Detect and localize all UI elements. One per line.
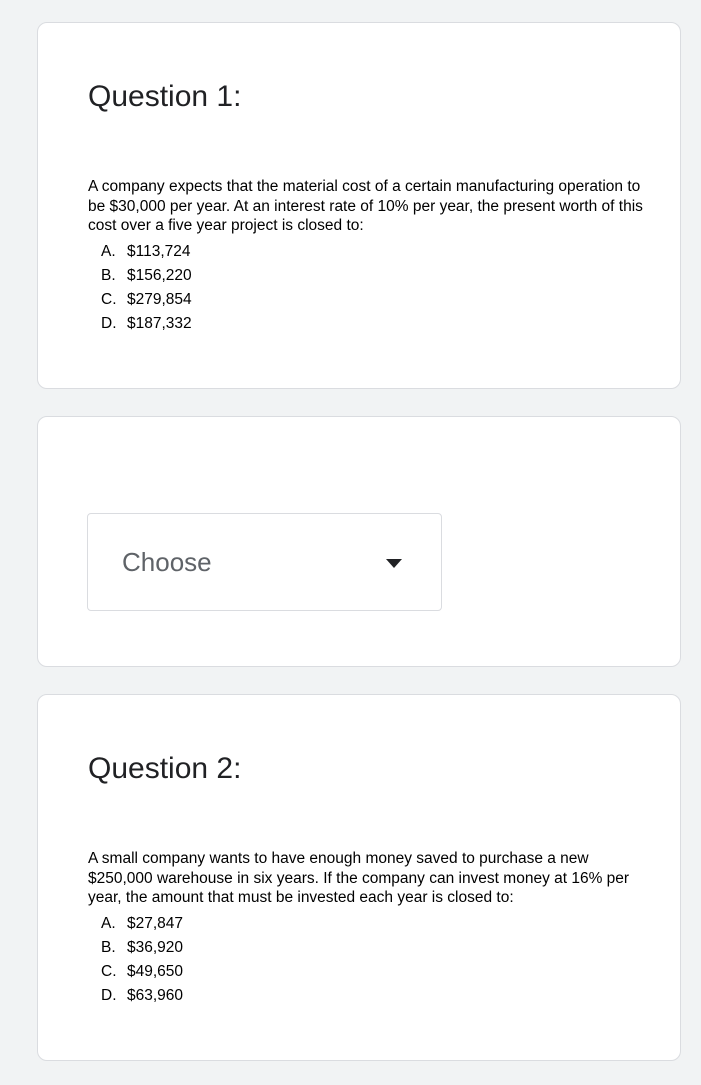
option-value: $63,960 [127, 986, 184, 1004]
question-2-option-b [101, 936, 648, 960]
question-2-options [88, 912, 648, 1008]
question-1-option-b [101, 264, 648, 288]
option-value: $27,847 [127, 914, 184, 932]
option-value: $36,920 [127, 938, 184, 956]
question-1-text: A company expects that the material cost of a certain manufacturing operation to be $30,000 per year. At an interest rate of 10% per year, the present worth of this cost over a five year project is closed to: [88, 178, 643, 234]
option-value: $113,724 [127, 242, 191, 260]
question-2-card [37, 694, 681, 1061]
question-1-option-d [101, 312, 648, 336]
option-value: $187,332 [127, 314, 192, 332]
question-2-option-d [101, 984, 648, 1008]
option-letter: B. [101, 266, 116, 284]
option-value: $279,854 [127, 290, 192, 308]
option-letter: D. [101, 986, 117, 1004]
option-letter: C. [101, 290, 117, 308]
dropdown-placeholder: Choose [122, 547, 212, 577]
question-1-body [88, 177, 648, 336]
question-1-option-c [101, 288, 648, 312]
question-2-text: A small company wants to have enough money saved to purchase a new $250,000 warehouse in six years. If the company can invest money at 16% per year, the amount that must be invested each year is closed to: [88, 850, 630, 906]
question-2-option-c [101, 960, 648, 984]
option-letter: B. [101, 938, 116, 956]
question-1-option-a [101, 240, 648, 264]
triangle-down-icon [386, 559, 402, 568]
question-2-body [88, 849, 648, 1008]
question-2-option-a [101, 912, 648, 936]
option-value: $156,220 [127, 266, 192, 284]
answer-card [37, 416, 681, 667]
question-1-title: Question 1: [88, 80, 242, 113]
answer-dropdown[interactable] [87, 513, 442, 611]
question-1-options [88, 240, 648, 336]
option-letter: C. [101, 962, 117, 980]
option-value: $49,650 [127, 962, 184, 980]
option-letter: A. [101, 242, 116, 260]
question-1-card [37, 22, 681, 389]
option-letter: A. [101, 914, 116, 932]
question-2-title: Question 2: [88, 752, 242, 785]
option-letter: D. [101, 314, 117, 332]
